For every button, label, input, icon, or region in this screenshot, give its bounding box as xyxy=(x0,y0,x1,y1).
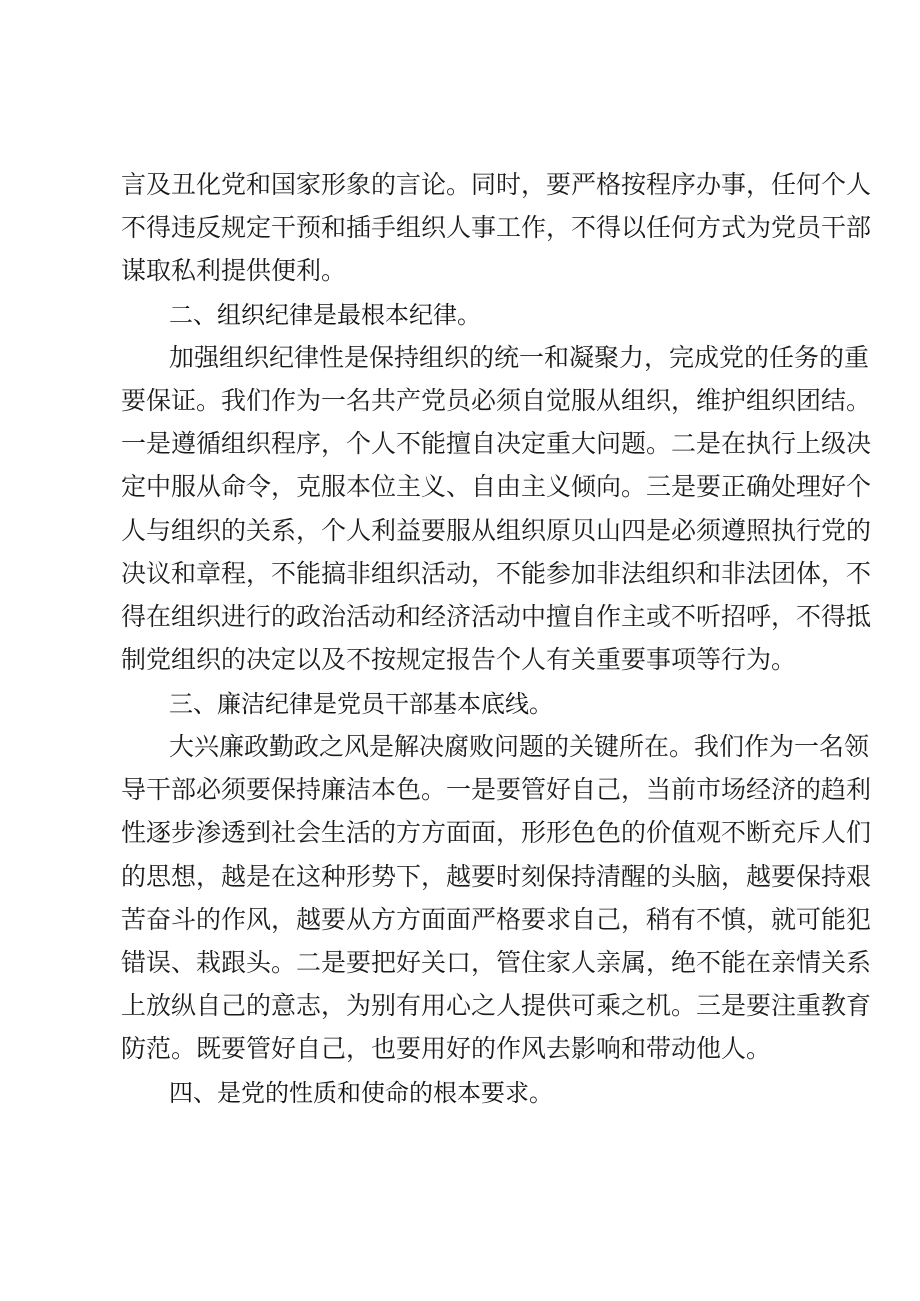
text-line: 要保证。我们作为一名共产党员必须自觉服从组织，维护组织团结。 xyxy=(121,386,872,415)
text-line: 的思想，越是在这种形势下，越要时刻保持清醒的头脑，越要保持艰 xyxy=(121,862,872,891)
text-line: 苦奋斗的作风，越要从方方面面严格要求自己，稍有不慎，就可能犯 xyxy=(121,905,872,934)
text-line: 一是遵循组织程序，个人不能擅自决定重大问题。二是在执行上级决 xyxy=(121,429,872,458)
section-heading: 四、是党的性质和使命的根本要求。 xyxy=(169,1079,553,1107)
text-line: 人与组织的关系，个人利益要服从组织原贝山四是必须遵照执行党的 xyxy=(121,516,872,545)
section-heading: 二、组织纪律是最根本纪律。 xyxy=(169,301,481,329)
text-line: 制党组织的决定以及不按规定报告个人有关重要事项等行为。 xyxy=(121,645,797,674)
text-line: 决议和章程，不能搞非组织活动，不能参加非法组织和非法团体，不 xyxy=(121,559,872,588)
section-heading: 三、廉洁纪律是党员干部基本底线。 xyxy=(169,690,553,718)
paragraph-first-line: 加强组织纪律性是保持组织的统一和凝聚力，完成党的任务的重 xyxy=(169,343,870,372)
text-line: 不得违反规定干预和插手组织人事工作，不得以任何方式为党员干部 xyxy=(121,213,872,242)
text-line: 导干部必须要保持廉洁本色。一是要管好自己，当前市场经济的趋利 xyxy=(121,775,872,804)
text-line: 定中服从命令，克服本位主义、自由主义倾向。三是要正确处理好个 xyxy=(121,472,872,501)
text-line: 性逐步渗透到社会生活的方方面面，形形色色的价值观不断充斥人们 xyxy=(121,818,872,847)
paragraph-first-line: 大兴廉政勤政之风是解决腐败问题的关键所在。我们作为一名领 xyxy=(169,732,870,761)
text-line: 错误、栽跟头。二是要把好关口，管住家人亲属，绝不能在亲情关系 xyxy=(121,948,872,977)
text-line: 上放纵自己的意志，为别有用心之人提供可乘之机。三是要注重教育 xyxy=(121,991,872,1020)
text-line: 谋取私利提供便利。 xyxy=(121,256,347,285)
text-line: 言及丑化党和国家形象的言论。同时，要严格按程序办事，任何个人 xyxy=(121,170,872,199)
text-line: 防范。既要管好自己，也要用好的作风去影响和带动他人。 xyxy=(121,1034,772,1063)
text-line: 得在组织进行的政治活动和经济活动中擅自作主或不听招呼，不得抵 xyxy=(121,602,872,631)
